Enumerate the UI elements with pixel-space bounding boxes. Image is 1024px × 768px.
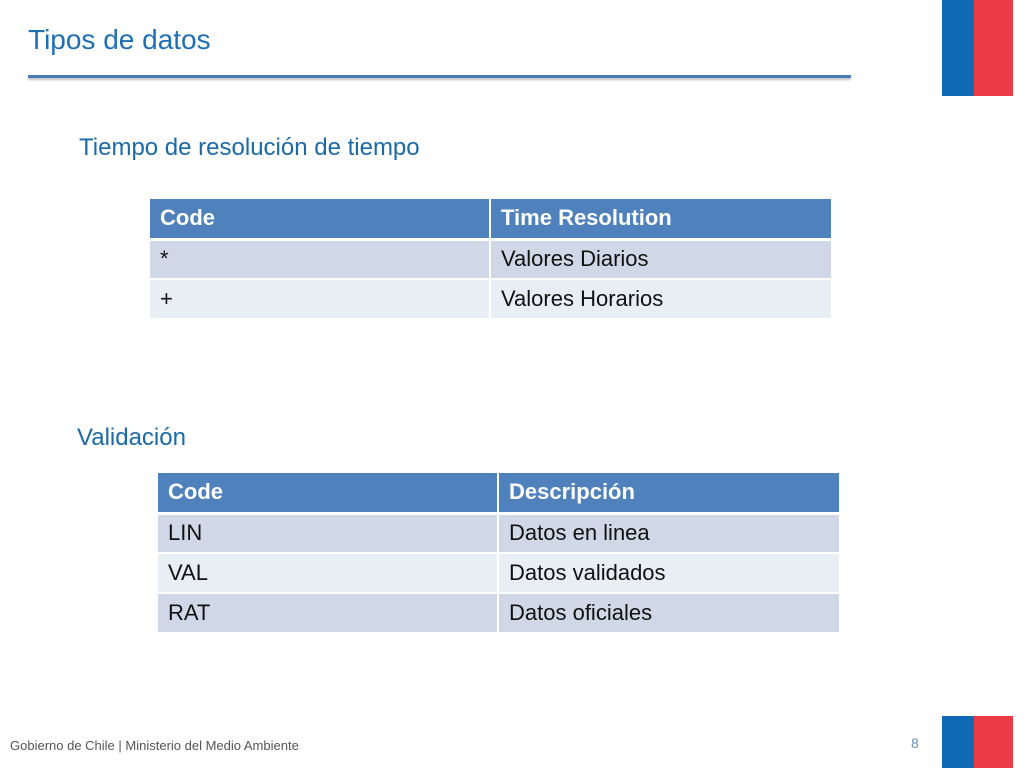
flag-blue-stripe xyxy=(942,716,974,768)
column-header-description: Descripción xyxy=(498,473,839,513)
cell-description: Datos validados xyxy=(498,553,839,593)
cell-time-resolution: Valores Horarios xyxy=(490,279,831,319)
cell-code: LIN xyxy=(158,513,498,553)
flag-red-stripe xyxy=(974,0,1013,96)
flag-red-stripe xyxy=(974,716,1013,768)
flag-blue-stripe xyxy=(942,0,974,96)
table-row xyxy=(158,553,839,593)
cell-description: Datos oficiales xyxy=(498,593,839,633)
cell-code: + xyxy=(150,279,490,319)
cell-code: * xyxy=(150,239,490,279)
validation-table xyxy=(158,473,839,634)
cell-description: Datos en linea xyxy=(498,513,839,553)
flag-logo-bottom xyxy=(942,716,1013,768)
footer-text: Gobierno de Chile | Ministerio del Medio Ambiente xyxy=(10,738,299,753)
table-row xyxy=(150,239,831,279)
cell-code: VAL xyxy=(158,553,498,593)
cell-time-resolution: Valores Diarios xyxy=(490,239,831,279)
time-resolution-table xyxy=(150,199,831,320)
table-row xyxy=(158,513,839,553)
slide-title: Tipos de datos xyxy=(28,24,211,55)
time-resolution-heading: Tiempo de resolución de tiempo xyxy=(79,134,420,161)
column-header-code: Code xyxy=(158,473,498,513)
table-header-row xyxy=(158,473,839,513)
flag-logo-top xyxy=(942,0,1013,96)
validation-heading: Validación xyxy=(77,424,186,451)
title-underline xyxy=(28,75,851,78)
cell-code: RAT xyxy=(158,593,498,633)
column-header-code: Code xyxy=(150,199,490,239)
column-header-time-resolution: Time Resolution xyxy=(490,199,831,239)
table-row xyxy=(158,593,839,633)
table-row xyxy=(150,279,831,319)
page-number: 8 xyxy=(911,735,919,751)
table-header-row xyxy=(150,199,831,239)
